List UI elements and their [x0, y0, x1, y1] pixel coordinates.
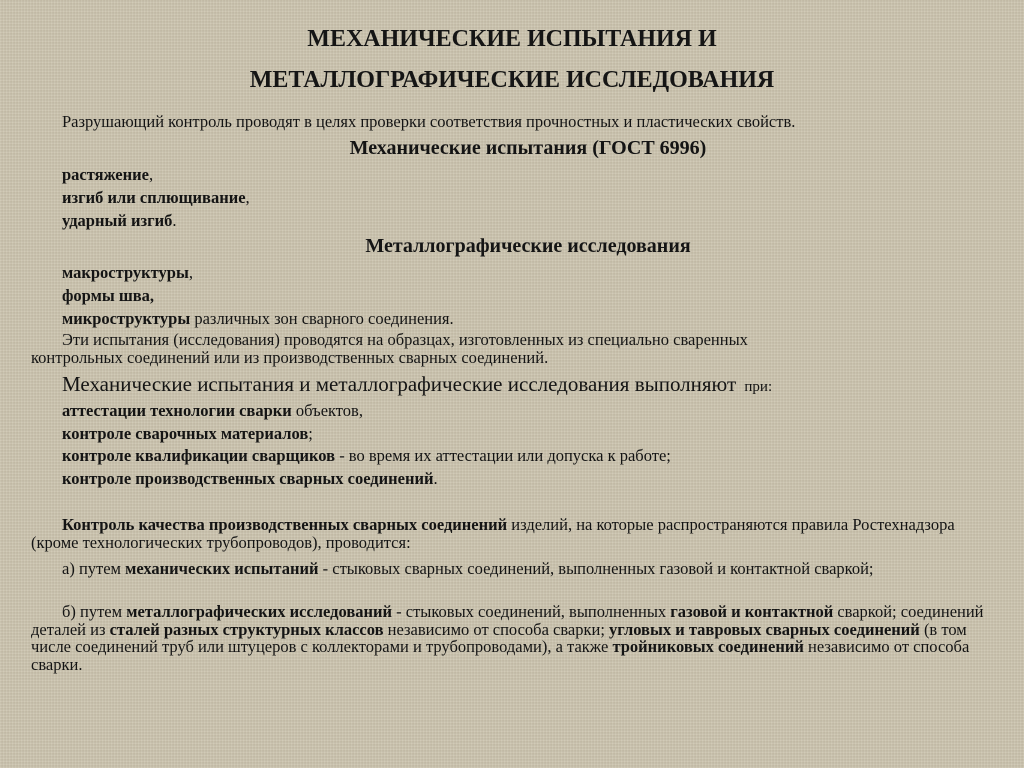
mech-item-bold: ударный изгиб — [62, 211, 173, 230]
samples-line1: Эти испытания (исследования) проводятся на образцах, изготовленных из специально сваренных — [62, 330, 748, 349]
item-b-end: независимо от способа сварки. — [31, 637, 970, 674]
metal-item-bold: формы шва, — [62, 286, 155, 305]
when-item-rest: . — [433, 469, 438, 488]
when-item — [62, 470, 993, 488]
mech-item — [62, 212, 993, 230]
item-b-bold4: угловых и тавровых сварных соединений — [609, 619, 920, 639]
when-heading-main: Механические испытания и металлографические исследования выполняют — [62, 372, 737, 396]
item-a-paragraph — [31, 560, 996, 578]
metal-item — [62, 264, 993, 282]
mech-item-bold: растяжение — [62, 165, 149, 184]
item-a-rest: - стыковых сварных соединений, выполненных газовой и контактной сваркой; — [318, 559, 874, 578]
metal-item — [62, 310, 993, 328]
item-a-prefix: а) путем — [62, 559, 126, 578]
when-item-bold: контроле производственных сварных соединений — [62, 469, 434, 488]
item-b-bold3: сталей разных структурных классов — [109, 619, 384, 639]
metal-item — [62, 287, 993, 305]
when-item-rest: объектов, — [291, 401, 363, 420]
when-heading-suffix: при: — [744, 379, 773, 395]
metal-item-rest: , — [188, 263, 193, 282]
when-item — [62, 447, 993, 465]
when-item-rest: - во время их аттестации или допуска к работе; — [335, 446, 671, 465]
metal-heading: Металлографические исследования — [365, 235, 691, 257]
samples-line2: контрольных соединений или из производственных сварных соединений. — [31, 348, 549, 367]
item-b-bold5: тройниковых соединений — [612, 637, 804, 656]
metal-item-bold: микроструктуры — [62, 309, 191, 328]
mech-item-bold: изгиб или сплющивание — [62, 188, 246, 207]
when-item-bold: аттестации технологии сварки — [62, 401, 292, 420]
item-b-prefix: б) путем — [62, 602, 127, 621]
quality-paragraph — [31, 516, 996, 551]
item-b-bold2: газовой и контактной — [670, 602, 834, 621]
when-item — [62, 402, 993, 420]
metal-item-bold: макроструктуры — [62, 263, 189, 282]
metal-item-rest: различных зон сварного соединения. — [190, 309, 454, 328]
slide-title-line2: МЕТАЛЛОГРАФИЧЕСКИЕ ИССЛЕДОВАНИЯ — [249, 67, 775, 93]
mech-item — [62, 189, 993, 207]
item-a-bold: механических испытаний — [125, 559, 319, 578]
when-item-bold: контроле квалификации сварщиков — [62, 446, 336, 465]
when-item — [62, 425, 993, 443]
item-b-mid2: сваркой; соединений деталей из — [31, 602, 984, 639]
slide-title-line1: МЕХАНИЧЕСКИЕ ИСПЫТАНИЯ И — [307, 26, 717, 52]
item-b-mid3: независимо от способа сварки; — [383, 619, 610, 639]
when-item-rest: ; — [308, 424, 313, 443]
mech-item-rest: . — [172, 211, 177, 230]
item-b-mid1: - стыковых соединений, выполненных — [392, 602, 671, 621]
when-item-bold: контроле сварочных материалов — [62, 424, 309, 443]
quality-rest: изделий, на которые распространяются правила Ростехнадзора (кроме технологических трубопроводов), проводится: — [31, 515, 955, 552]
item-b-bold1: металлографических исследований — [126, 602, 392, 621]
mech-heading: Механические испытания (ГОСТ 6996) — [349, 137, 707, 159]
when-heading — [62, 372, 993, 397]
quality-bold: Контроль качества производственных сварных соединений — [62, 515, 508, 534]
mech-item-rest: , — [245, 188, 250, 207]
item-b-paragraph — [31, 603, 996, 673]
intro-text: Разрушающий контроль проводят в целях проверки соответствия прочностных и пластических свойств. — [62, 112, 796, 131]
mech-item — [62, 166, 993, 184]
mech-item-rest: , — [148, 165, 154, 184]
item-b-mid4: (в том числе соединений труб или штуцеров с коллекторами и трубопроводами), а также — [31, 619, 967, 656]
